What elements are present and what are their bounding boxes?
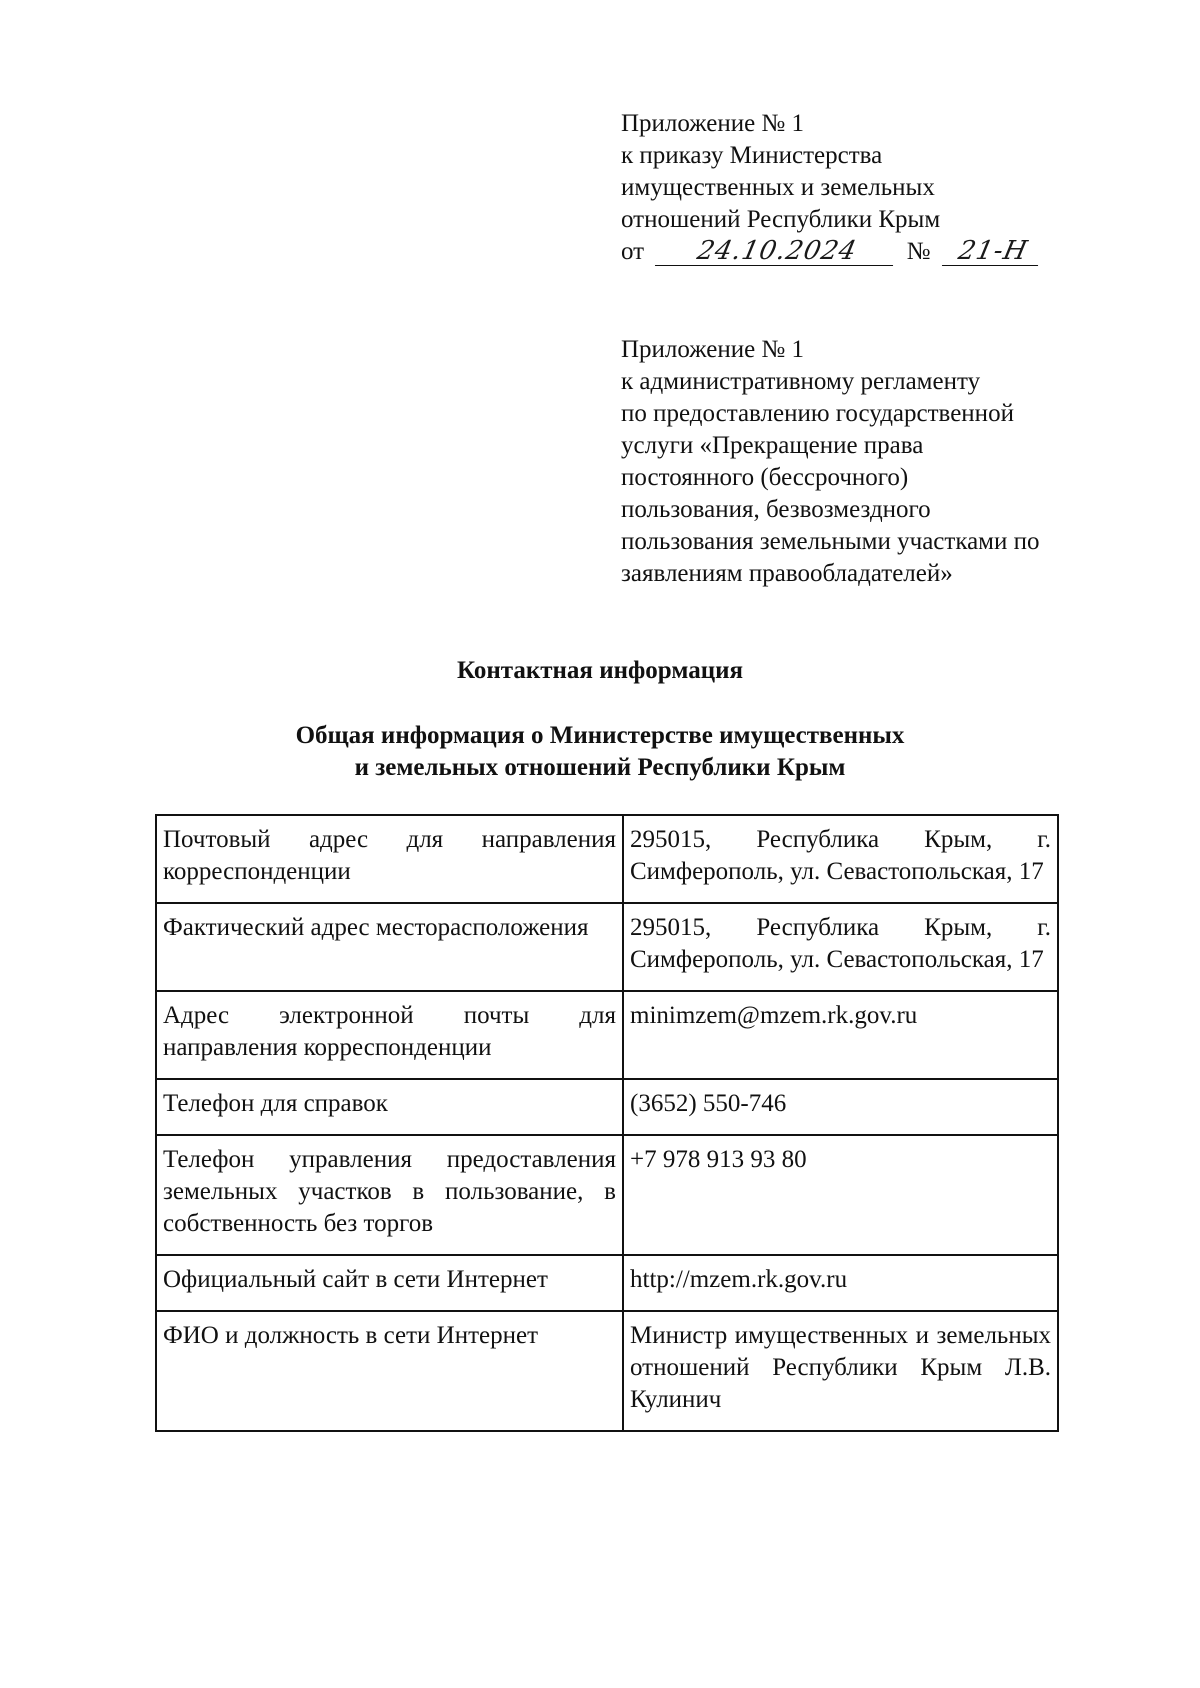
annex-regulation-line: Приложение № 1 bbox=[621, 336, 805, 363]
page-subtitle bbox=[0, 720, 1200, 784]
annex-regulation-line: пользования земельными участками по bbox=[621, 528, 1040, 555]
from-label: от bbox=[621, 238, 645, 265]
row-label: Официальный сайт в сети Интернет bbox=[156, 1255, 623, 1311]
annex-order-line: отношений Республики Крым bbox=[621, 206, 941, 233]
annex-regulation-line: заявлениям правообладателей» bbox=[621, 560, 953, 587]
table-row bbox=[156, 903, 1058, 991]
table-row bbox=[156, 991, 1058, 1079]
number-label: № bbox=[906, 238, 931, 265]
table-row bbox=[156, 1079, 1058, 1135]
email-value: minimzem@mzem.rk.gov.ru bbox=[623, 991, 1058, 1079]
annex-regulation-line: к административному регламенту bbox=[621, 368, 981, 395]
annex-order-line: имущественных и земельных bbox=[621, 174, 935, 201]
table-row bbox=[156, 1311, 1058, 1431]
contact-info-table bbox=[155, 814, 1059, 1432]
annex-regulation-line: услуги «Прекращение права bbox=[621, 432, 924, 459]
phone-value: (3652) 550-746 bbox=[623, 1079, 1058, 1135]
page-title: Контактная информация bbox=[456, 657, 744, 684]
row-label: Адрес электронной почты для направления корреспонденции bbox=[156, 991, 623, 1079]
subtitle-line: Общая информация о Министерстве имущественных bbox=[295, 722, 905, 749]
row-label: ФИО и должность в сети Интернет bbox=[156, 1311, 623, 1431]
website-value: http://mzem.rk.gov.ru bbox=[623, 1255, 1058, 1311]
annex-regulation-line: по предоставлению государственной bbox=[621, 400, 1014, 427]
annex-regulation-line: пользования, безвозмездного bbox=[621, 496, 931, 523]
row-value: 295015, Республика Крым, г. Симферополь, ул. Севастопольская, 17 bbox=[623, 903, 1058, 991]
table-row bbox=[156, 1135, 1058, 1255]
order-date-handwritten: 24.10.2024 bbox=[655, 237, 899, 266]
subtitle-line: и земельных отношений Республики Крым bbox=[354, 754, 846, 781]
row-label: Фактический адрес месторасположения bbox=[156, 903, 623, 991]
row-value: 295015, Республика Крым, г. Симферополь, ул. Севастопольская, 17 bbox=[623, 815, 1058, 903]
row-value: Министр имущественных и земельных отношений Республики Крым Л.В. Кулинич bbox=[623, 1311, 1058, 1431]
annex-regulation-block bbox=[621, 334, 1040, 590]
annex-order-line: Приложение № 1 bbox=[621, 110, 805, 137]
annex-order-line: к приказу Министерства bbox=[621, 142, 883, 169]
row-label: Телефон управления предоставления земельных участков в пользование, в собственность без торгов bbox=[156, 1135, 623, 1255]
order-date-number-line bbox=[621, 236, 1041, 268]
order-number-handwritten: 21-Н bbox=[942, 237, 1044, 266]
annex-regulation-line: постоянного (бессрочного) bbox=[621, 464, 909, 491]
table-row bbox=[156, 815, 1058, 903]
annex-order-block bbox=[621, 108, 1041, 268]
row-label: Почтовый адрес для направления корреспонденции bbox=[156, 815, 623, 903]
table-row bbox=[156, 1255, 1058, 1311]
phone-value: +7 978 913 93 80 bbox=[623, 1135, 1058, 1255]
row-label: Телефон для справок bbox=[156, 1079, 623, 1135]
